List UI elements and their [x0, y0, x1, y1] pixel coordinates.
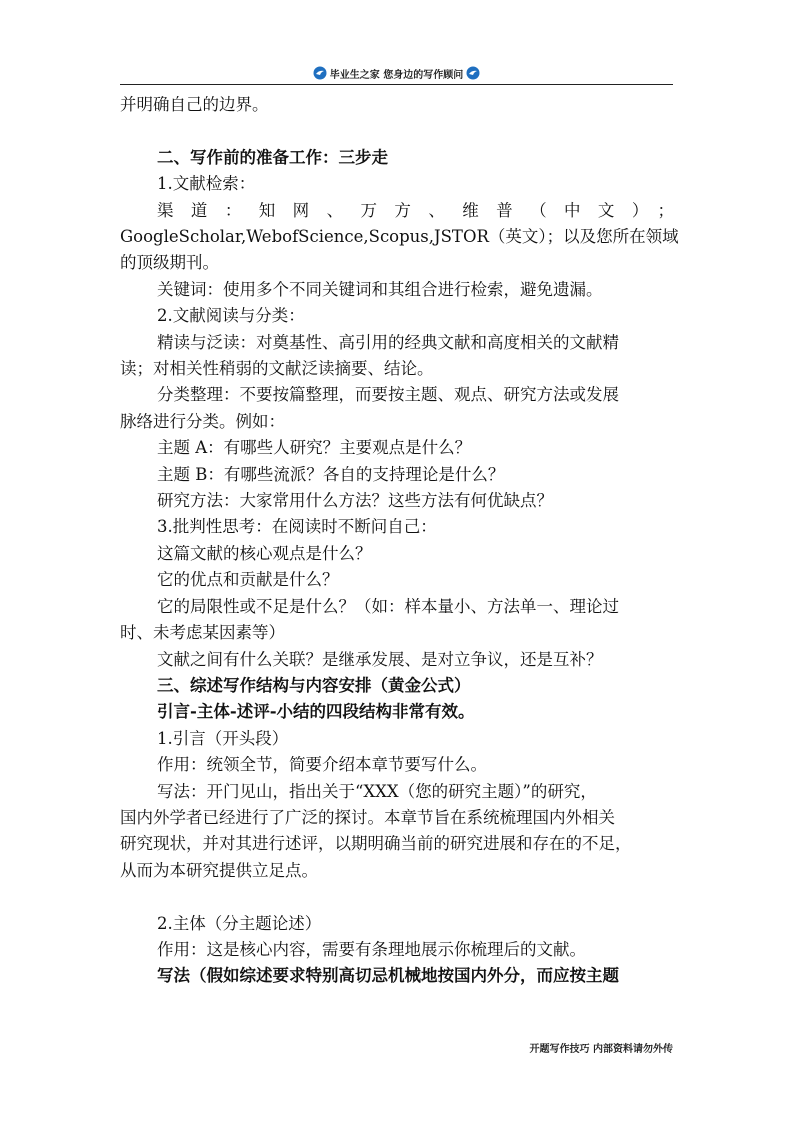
- paragraph-line: 时、未考虑某因素等）: [120, 623, 285, 643]
- paragraph-line: 它的优点和贡献是什么？: [157, 570, 339, 590]
- paragraph-line: 研究现状，并对其进行述评，以期明确当前的研究进展和存在的不足，: [120, 834, 632, 854]
- paragraph-line: 关键词：使用多个不同关键词和其组合进行检索，避免遗漏。: [157, 279, 603, 299]
- paragraph-line: 分类整理：不要按篇整理，而要按主题、观点、研究方法或发展: [157, 385, 619, 405]
- page-footer: 开题写作技巧 内部资料请勿外传: [529, 1044, 673, 1055]
- subsection-heading: 2.主体（分主题论述）: [157, 913, 322, 933]
- paragraph-line: 主题 A：有哪些人研究？主要观点是什么？: [157, 438, 472, 458]
- paragraph-line: 主题 B：有哪些流派？各自的支持理论是什么？: [157, 464, 505, 484]
- logo-icon: [313, 66, 327, 80]
- paragraph-line: 写法：开门见山，指出关于“XXX（您的研究主题）”的研究，: [157, 781, 597, 801]
- logo-icon: [466, 66, 480, 80]
- paragraph-line: 文献之间有什么关联？是继承发展、是对立争议，还是互补？: [157, 649, 603, 669]
- paragraph-line: GoogleScholar,WebofScience,Scopus,JSTOR（英文）；以及您所在领域: [120, 227, 679, 247]
- emphasis-line: 写法（假如综述要求特别高切忌机械地按国内外分，而应按主题: [157, 966, 619, 986]
- paragraph-line: 作用：统领全节，简要介绍本章节要写什么。: [157, 755, 487, 775]
- subsection-heading: 1.引言（开头段）: [157, 728, 289, 748]
- header-title: 毕业生之家 您身边的写作顾问: [329, 69, 464, 81]
- paragraph-line: 精读与泛读：对奠基性、高引用的经典文献和高度相关的文献精: [157, 332, 619, 352]
- subsection-heading: 3.批判性思考：在阅读时不断问自己：: [157, 517, 437, 537]
- section-heading: 二、写作前的准备工作：三步走: [157, 147, 388, 167]
- subsection-heading: 1.文献检索：: [157, 174, 256, 194]
- paragraph-line: 这篇文献的核心观点是什么？: [157, 543, 372, 563]
- section-heading: 三、综述写作结构与内容安排（黄金公式）: [157, 675, 471, 695]
- paragraph-line: 国内外学者已经进行了广泛的探讨。本章节旨在系统梳理国内外相关: [120, 807, 615, 827]
- page-header: [120, 62, 673, 85]
- paragraph-line: 脉络进行分类。例如：: [120, 411, 285, 431]
- paragraph-line: 读；对相关性稍弱的文献泛读摘要、结论。: [120, 359, 434, 379]
- document-body: [120, 92, 679, 990]
- emphasis-line: 引言-主体-述评-小结的四段结构非常有效。: [157, 702, 475, 722]
- subsection-heading: 2.文献阅读与分类：: [157, 306, 305, 326]
- paragraph-line: 从而为本研究提供立足点。: [120, 860, 318, 880]
- paragraph-line: 研究方法：大家常用什么方法？这些方法有何优缺点？: [157, 491, 553, 511]
- paragraph-line: 渠道：知网、万方、维普（中文）；: [157, 200, 674, 220]
- paragraph-line: 的顶级期刊。: [120, 253, 219, 273]
- paragraph-line: 它的局限性或不足是什么？（如：样本量小、方法单一、理论过: [157, 596, 619, 616]
- paragraph-line: 作用：这是核心内容，需要有条理地展示你梳理后的文献。: [157, 939, 586, 959]
- paragraph-line: 并明确自己的边界。: [120, 95, 269, 114]
